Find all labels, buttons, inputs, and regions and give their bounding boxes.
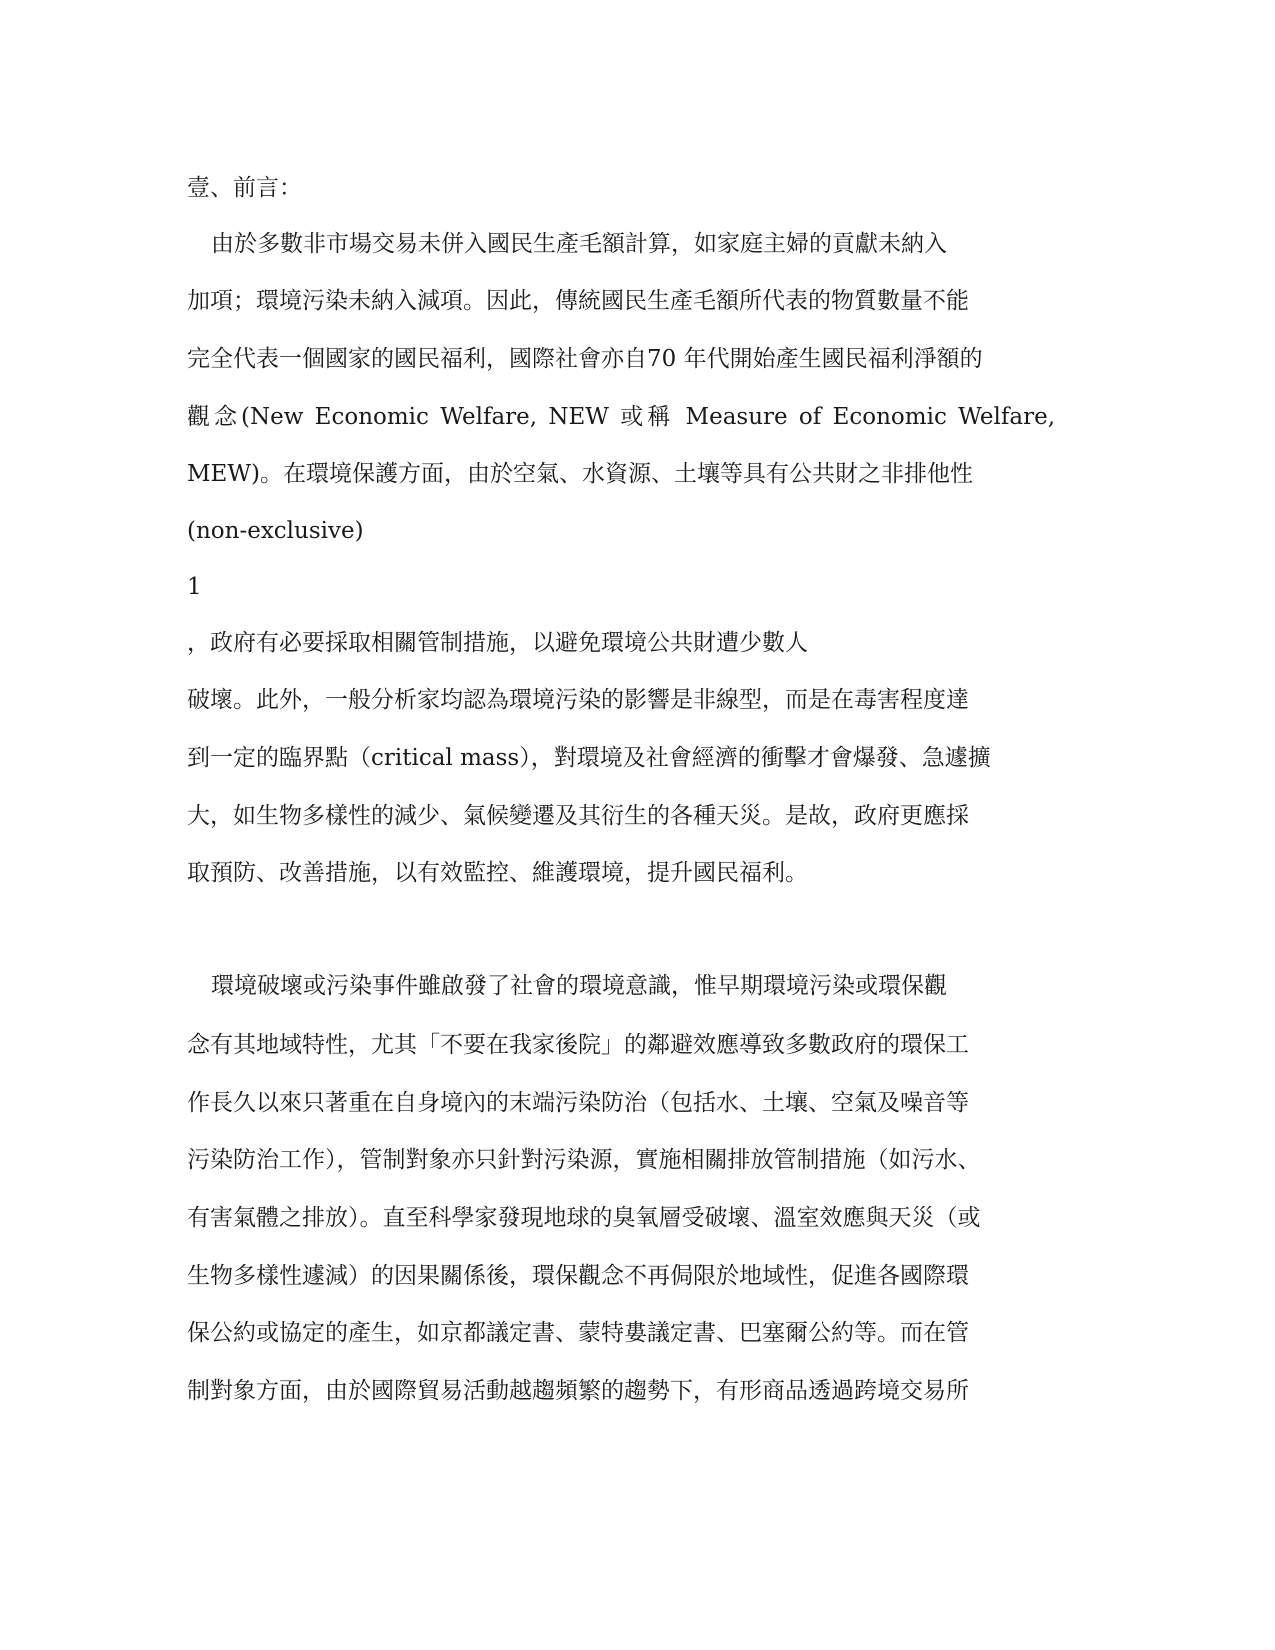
paragraph-line: 環境破壞或污染事件雖啟發了社會的環境意識，惟早期環境污染或環保觀 — [211, 973, 947, 999]
paragraph-line: 污染防治工作），管制對象亦只針對污染源，實施相關排放管制措施（如污水、 — [187, 1147, 981, 1173]
paragraph-line: 取預防、改善措施，以有效監控、維護環境，提升國民福利。 — [187, 860, 808, 886]
paragraph-line: 大，如生物多樣性的減少、氣候變遷及其衍生的各種天災。是故，政府更應採 — [187, 803, 969, 829]
paragraph-line: 保公約或協定的產生，如京都議定書、蒙特婁議定書、巴塞爾公約等。而在管 — [187, 1320, 969, 1346]
paragraph-line: MEW)。在環境保護方面，由於空氣、水資源、土壤等具有公共財之非排他性 — [187, 461, 973, 487]
paragraph-line: 有害氣體之排放）。直至科學家發現地球的臭氧層受破壞、溫室效應與天災（或 — [187, 1205, 981, 1231]
paragraph-line: 生物多樣性遽減）的因果關係後，環保觀念不再侷限於地域性，促進各國際環 — [187, 1263, 969, 1289]
footnote-marker: 1 — [187, 574, 202, 600]
paragraph-line: 觀念(New Economic Welfare, NEW 或稱 Measure of Economic Welfare, — [187, 404, 1055, 430]
paragraph-line: 制對象方面，由於國際貿易活動越趨頻繁的趨勢下，有形商品透過跨境交易所 — [187, 1378, 969, 1404]
paragraph-line: ，政府有必要採取相關管制措施，以避免環境公共財遭少數人 — [187, 630, 808, 656]
paragraph-line: 念有其地域特性，尤其「不要在我家後院」的鄰避效應導致多數政府的環保工 — [187, 1032, 969, 1058]
paragraph-line: 由於多數非市場交易未併入國民生產毛額計算，如家庭主婦的貢獻未納入 — [211, 231, 947, 257]
paragraph-line: 破壞。此外，一般分析家均認為環境污染的影響是非線型，而是在毒害程度達 — [187, 687, 969, 713]
section-heading: 壹、前言： — [187, 175, 302, 201]
paragraph-line: 作長久以來只著重在自身境內的末端污染防治（包括水、土壤、空氣及噪音等 — [187, 1090, 969, 1116]
paragraph-line: 完全代表一個國家的國民福利，國際社會亦自70 年代開始產生國民福利淨額的 — [187, 346, 983, 372]
paragraph-line: 到一定的臨界點（critical mass），對環境及社會經濟的衝擊才會爆發、急遽擴 — [187, 745, 991, 771]
paragraph-line: 加項；環境污染未納入減項。因此，傳統國民生產毛額所代表的物質數量不能 — [187, 288, 969, 314]
paragraph-line: (non-exclusive) — [187, 518, 364, 544]
